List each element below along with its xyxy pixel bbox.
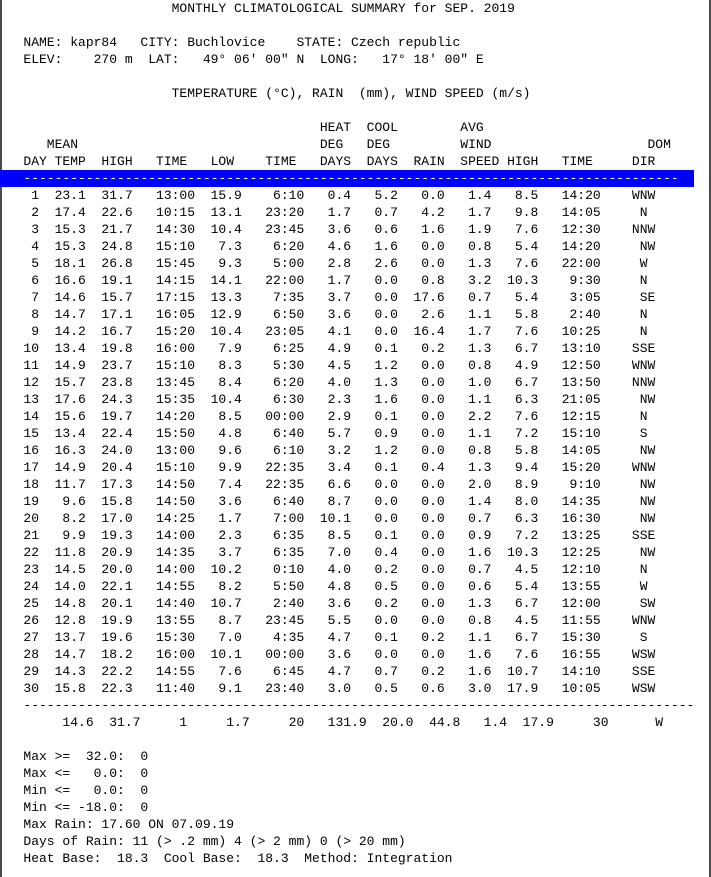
table-row: 8 14.7 17.1 16:05 12.9 6:50 3.6 0.0 2.6 1.1 5.8 2:40 N (0, 307, 648, 322)
stat-min-le-18: Min <= -18.0: 0 (0, 800, 149, 815)
table-row: 20 8.2 17.0 14:25 1.7 7:00 10.1 0.0 0.0 0.7 6.3 16:30 NW (0, 511, 656, 526)
stat-max-ge: Max >= 32.0: 0 (0, 749, 149, 764)
table-row: 2 17.4 22.6 10:15 13.1 23:20 1.7 0.7 4.2 1.7 9.8 14:05 N (0, 205, 648, 220)
table-row: 25 14.8 20.1 14:40 10.7 2:40 3.6 0.2 0.0 1.3 6.7 12:00 SW (0, 596, 656, 611)
blank-line (0, 17, 694, 34)
table-row: 17 14.9 20.4 15:10 9.9 22:35 3.4 0.1 0.4 1.3 9.4 15:20 WNW (0, 460, 656, 475)
selected-separator-line[interactable]: ------------------------------------------------------------------------------------ (0, 170, 694, 187)
summary-separator: -------------------------------------------------------------------------------------- (0, 698, 695, 713)
stat-days-of-rain: Days of Rain: 11 (> .2 mm) 4 (> 2 mm) 0 (> 20 mm) (0, 834, 406, 849)
stat-max-rain: Max Rain: 17.60 ON 07.09.19 (0, 817, 235, 832)
table-row: 9 14.2 16.7 15:20 10.4 23:05 4.1 0.0 16.4 1.7 7.6 10:25 N (0, 324, 648, 339)
table-row: 16 16.3 24.0 13:00 9.6 6:10 3.2 1.2 0.0 0.8 5.8 14:05 NW (0, 443, 656, 458)
table-row: 6 16.6 19.1 14:15 14.1 22:00 1.7 0.0 0.8 3.2 10.3 9:30 N (0, 273, 648, 288)
column-header-3: DAY TEMP HIGH TIME LOW TIME DAYS DAYS RAIN SPEED HIGH TIME DIR (0, 154, 656, 169)
table-row: 29 14.3 22.2 14:55 7.6 6:45 4.7 0.7 0.2 1.6 10.7 14:10 SSE (0, 664, 656, 679)
table-row: 1 23.1 31.7 13:00 15.9 6:10 0.4 5.2 0.0 1.4 8.5 14:20 WNW (0, 188, 656, 203)
table-row: 5 18.1 26.8 15:45 9.3 5:00 2.8 2.6 0.0 1.3 7.6 22:00 W (0, 256, 648, 271)
totals-row: 14.6 31.7 1 1.7 20 131.9 20.0 44.8 1.4 17.9 30 W (0, 715, 664, 730)
table-row: 19 9.6 15.8 14:50 3.6 6:40 8.7 0.0 0.0 1.4 8.0 14:35 NW (0, 494, 656, 509)
table-row: 23 14.5 20.0 14:00 10.2 0:10 4.0 0.2 0.0 0.7 4.5 12:10 N (0, 562, 648, 577)
report-title: MONTHLY CLIMATOLOGICAL SUMMARY for SEP. 2019 (0, 1, 515, 16)
table-row: 26 12.8 19.9 13:55 8.7 23:45 5.5 0.0 0.0 0.8 4.5 11:55 WNW (0, 613, 656, 628)
stat-max-le: Max <= 0.0: 0 (0, 766, 149, 781)
column-header-1: HEAT COOL AVG (0, 120, 484, 135)
station-location-line: ELEV: 270 m LAT: 49° 06' 00" N LONG: 17° 18' 00" E (0, 52, 484, 67)
table-row: 24 14.0 22.1 14:55 8.2 5:50 4.8 0.5 0.0 0.6 5.4 13:55 W (0, 579, 648, 594)
stat-min-le: Min <= 0.0: 0 (0, 783, 149, 798)
table-row: 11 14.9 23.7 15:10 8.3 5:30 4.5 1.2 0.0 0.8 4.9 12:50 WNW (0, 358, 656, 373)
table-row: 7 14.6 15.7 17:15 13.3 7:35 3.7 0.0 17.6 0.7 5.4 3:05 SE (0, 290, 656, 305)
table-row: 12 15.7 23.8 13:45 8.4 6:20 4.0 1.3 0.0 1.0 6.7 13:50 NNW (0, 375, 656, 390)
table-row: 22 11.8 20.9 14:35 3.7 6:35 7.0 0.4 0.0 1.6 10.3 12:25 NW (0, 545, 656, 560)
table-row: 18 11.7 17.3 14:50 7.4 22:35 6.6 0.0 0.0 2.0 8.9 9:10 NW (0, 477, 656, 492)
units-line: TEMPERATURE (°C), RAIN (mm), WIND SPEED (m/s) (0, 86, 531, 101)
blank-line (0, 68, 694, 85)
table-row: 15 13.4 22.4 15:50 4.8 6:40 5.7 0.9 0.0 1.1 7.2 15:10 S (0, 426, 648, 441)
table-row: 27 13.7 19.6 15:30 7.0 4:35 4.7 0.1 0.2 1.1 6.7 15:30 S (0, 630, 648, 645)
table-row: 14 15.6 19.7 14:20 8.5 00:00 2.9 0.1 0.0 2.2 7.6 12:15 N (0, 409, 648, 424)
table-row: 13 17.6 24.3 15:35 10.4 6:30 2.3 1.6 0.0 1.1 6.3 21:05 NW (0, 392, 656, 407)
table-row: 3 15.3 21.7 14:30 10.4 23:45 3.6 0.6 1.6 1.9 7.6 12:30 NNW (0, 222, 656, 237)
blank-line (0, 102, 694, 119)
station-name-line: NAME: kapr84 CITY: Buchlovice STATE: Czech republic (0, 35, 461, 50)
stat-heat-cool-base: Heat Base: 18.3 Cool Base: 18.3 Method: Integration (0, 851, 453, 866)
table-row: 28 14.7 18.2 16:00 10.1 00:00 3.6 0.0 0.0 1.6 7.6 16:55 WSW (0, 647, 656, 662)
column-header-2: MEAN DEG DEG WIND DOM (0, 137, 671, 152)
blank-line (0, 731, 694, 748)
table-row: 4 15.3 24.8 15:10 7.3 6:20 4.6 1.6 0.0 0.8 5.4 14:20 NW (0, 239, 656, 254)
table-row: 10 13.4 19.8 16:00 7.9 6:25 4.9 0.1 0.2 1.3 6.7 13:10 SSE (0, 341, 656, 356)
table-row: 30 15.8 22.3 11:40 9.1 23:40 3.0 0.5 0.6 3.0 17.9 10:05 WSW (0, 681, 656, 696)
table-row: 21 9.9 19.3 14:00 2.3 6:35 8.5 0.1 0.0 0.9 7.2 13:25 SSE (0, 528, 656, 543)
